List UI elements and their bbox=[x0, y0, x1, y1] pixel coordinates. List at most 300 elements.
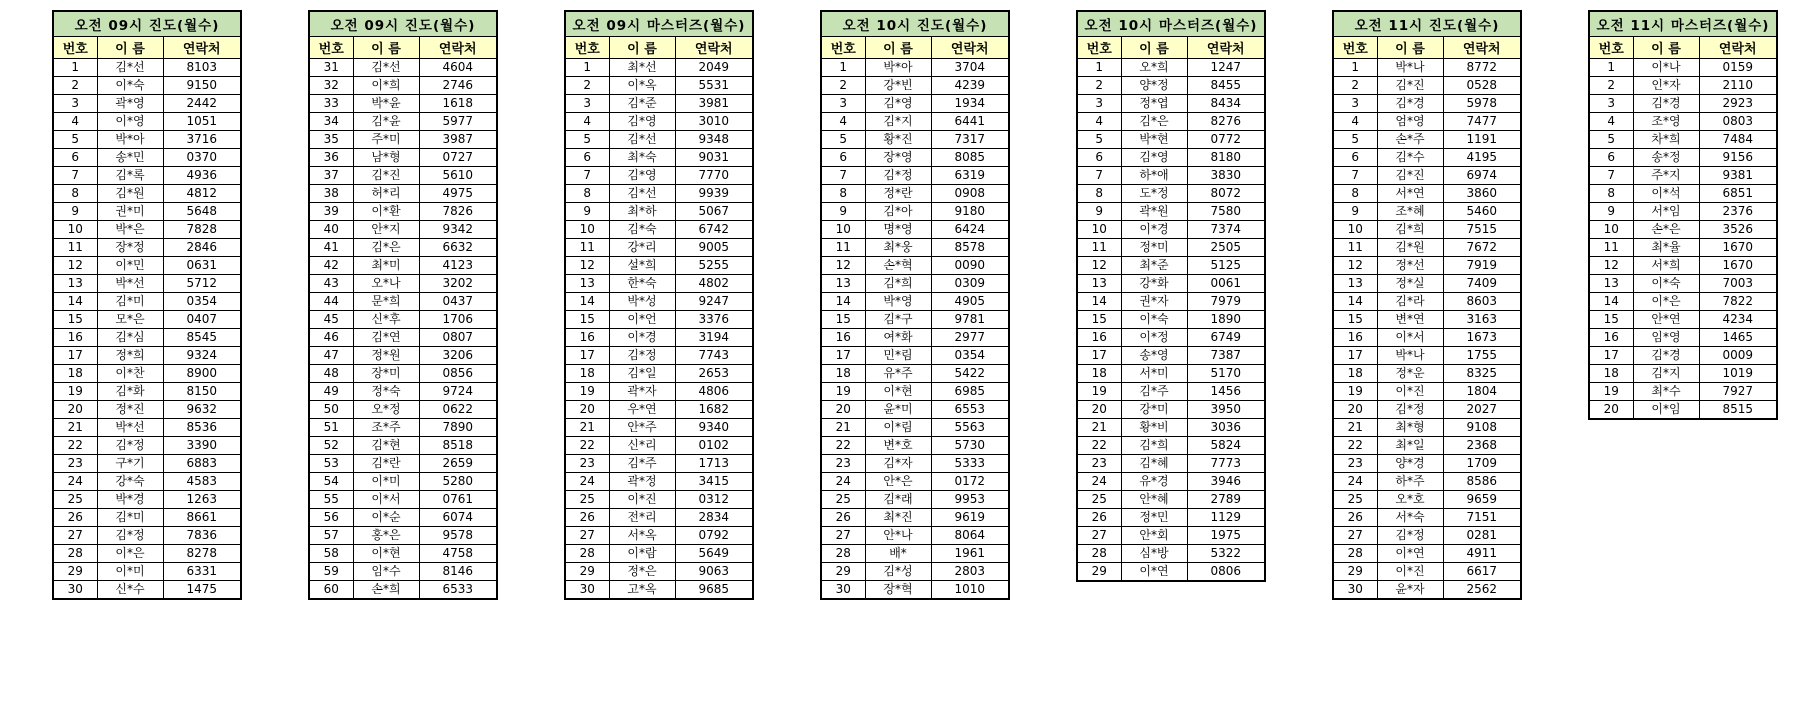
contact-cell: 2746 bbox=[419, 77, 497, 95]
row-number-cell: 15 bbox=[821, 311, 865, 329]
table-row bbox=[53, 149, 241, 167]
table-row bbox=[565, 401, 753, 419]
contact-cell: 9781 bbox=[931, 311, 1009, 329]
name-cell: 오*호 bbox=[1377, 491, 1443, 509]
table-row bbox=[1589, 113, 1777, 131]
table-row bbox=[1333, 347, 1521, 365]
table-row bbox=[821, 509, 1009, 527]
contact-cell: 1709 bbox=[1443, 455, 1521, 473]
name-cell: 김*은 bbox=[353, 239, 419, 257]
column-header-row bbox=[1589, 37, 1777, 59]
row-number-cell: 8 bbox=[821, 185, 865, 203]
contact-cell: 8103 bbox=[163, 59, 241, 77]
name-cell: 곽*정 bbox=[609, 473, 675, 491]
contact-cell: 6851 bbox=[1699, 185, 1777, 203]
contact-cell: 3194 bbox=[675, 329, 753, 347]
contact-cell: 0856 bbox=[419, 365, 497, 383]
row-number-cell: 6 bbox=[1077, 149, 1121, 167]
contact-cell: 3860 bbox=[1443, 185, 1521, 203]
row-number-cell: 11 bbox=[1077, 239, 1121, 257]
row-number-cell: 54 bbox=[309, 473, 353, 491]
table-title: 오전 11시 마스터즈(월수) bbox=[1589, 11, 1777, 37]
name-cell: 안*회 bbox=[1121, 527, 1187, 545]
contact-cell: 7477 bbox=[1443, 113, 1521, 131]
name-cell: 허*리 bbox=[353, 185, 419, 203]
row-number-cell: 16 bbox=[821, 329, 865, 347]
column-header-number: 번호 bbox=[1077, 37, 1121, 59]
table-row bbox=[1589, 383, 1777, 401]
name-cell: 박*영 bbox=[865, 293, 931, 311]
table-title-row bbox=[1589, 11, 1777, 37]
table-row bbox=[309, 131, 497, 149]
table-row bbox=[565, 113, 753, 131]
name-cell: 이*진 bbox=[1377, 383, 1443, 401]
name-cell: 김*정 bbox=[97, 437, 163, 455]
name-cell: 김*경 bbox=[1633, 95, 1699, 113]
table-row bbox=[1077, 437, 1265, 455]
name-cell: 김*선 bbox=[609, 131, 675, 149]
table-row bbox=[565, 149, 753, 167]
row-number-cell: 15 bbox=[1589, 311, 1633, 329]
contact-cell: 9632 bbox=[163, 401, 241, 419]
row-number-cell: 20 bbox=[1077, 401, 1121, 419]
name-cell: 전*리 bbox=[609, 509, 675, 527]
contact-cell: 7919 bbox=[1443, 257, 1521, 275]
name-cell: 임*수 bbox=[353, 563, 419, 581]
contact-cell: 1019 bbox=[1699, 365, 1777, 383]
table-row bbox=[565, 491, 753, 509]
contact-cell: 4195 bbox=[1443, 149, 1521, 167]
contact-cell: 6074 bbox=[419, 509, 497, 527]
row-number-cell: 9 bbox=[565, 203, 609, 221]
table-row bbox=[1333, 221, 1521, 239]
name-cell: 김*지 bbox=[1633, 365, 1699, 383]
table-row bbox=[821, 203, 1009, 221]
contact-cell: 0090 bbox=[931, 257, 1009, 275]
name-cell: 이*정 bbox=[1121, 329, 1187, 347]
contact-cell: 0102 bbox=[675, 437, 753, 455]
table-row bbox=[1589, 257, 1777, 275]
table-row bbox=[309, 293, 497, 311]
contact-cell: 8434 bbox=[1187, 95, 1265, 113]
name-cell: 김*숙 bbox=[609, 221, 675, 239]
table-row bbox=[1333, 437, 1521, 455]
name-cell: 배* bbox=[865, 545, 931, 563]
table-row bbox=[565, 293, 753, 311]
column-header-name: 이 름 bbox=[609, 37, 675, 59]
column-header-contact: 연락처 bbox=[675, 37, 753, 59]
name-cell: 윤*미 bbox=[865, 401, 931, 419]
table-row bbox=[821, 185, 1009, 203]
contact-cell: 7826 bbox=[419, 203, 497, 221]
row-number-cell: 2 bbox=[53, 77, 97, 95]
row-number-cell: 10 bbox=[1333, 221, 1377, 239]
name-cell: 여*화 bbox=[865, 329, 931, 347]
contact-cell: 9685 bbox=[675, 581, 753, 600]
name-cell: 김*주 bbox=[609, 455, 675, 473]
contact-cell: 9005 bbox=[675, 239, 753, 257]
contact-cell: 5422 bbox=[931, 365, 1009, 383]
table-row bbox=[53, 257, 241, 275]
name-cell: 김*정 bbox=[1377, 527, 1443, 545]
table-row bbox=[309, 455, 497, 473]
row-number-cell: 11 bbox=[1589, 239, 1633, 257]
contact-cell: 3981 bbox=[675, 95, 753, 113]
contact-cell: 0009 bbox=[1699, 347, 1777, 365]
contact-cell: 6319 bbox=[931, 167, 1009, 185]
column-header-name: 이 름 bbox=[353, 37, 419, 59]
contact-cell: 4975 bbox=[419, 185, 497, 203]
roster-table-1 bbox=[52, 10, 242, 600]
row-number-cell: 11 bbox=[565, 239, 609, 257]
contact-cell: 9348 bbox=[675, 131, 753, 149]
table-row bbox=[1077, 509, 1265, 527]
row-number-cell: 42 bbox=[309, 257, 353, 275]
table-row bbox=[821, 239, 1009, 257]
row-number-cell: 13 bbox=[565, 275, 609, 293]
name-cell: 김*진 bbox=[353, 167, 419, 185]
name-cell: 송*민 bbox=[97, 149, 163, 167]
table-row bbox=[53, 221, 241, 239]
name-cell: 이*서 bbox=[1377, 329, 1443, 347]
row-number-cell: 16 bbox=[1333, 329, 1377, 347]
name-cell: 이*환 bbox=[353, 203, 419, 221]
row-number-cell: 6 bbox=[1589, 149, 1633, 167]
contact-cell: 2505 bbox=[1187, 239, 1265, 257]
table-row bbox=[53, 347, 241, 365]
contact-cell: 7409 bbox=[1443, 275, 1521, 293]
name-cell: 장*미 bbox=[353, 365, 419, 383]
name-cell: 조*주 bbox=[353, 419, 419, 437]
contact-cell: 0622 bbox=[419, 401, 497, 419]
column-header-contact: 연락처 bbox=[419, 37, 497, 59]
table-row bbox=[1077, 221, 1265, 239]
row-number-cell: 52 bbox=[309, 437, 353, 455]
table-row bbox=[821, 545, 1009, 563]
table-row bbox=[1077, 491, 1265, 509]
contact-cell: 3415 bbox=[675, 473, 753, 491]
contact-cell: 0407 bbox=[163, 311, 241, 329]
name-cell: 김*진 bbox=[1377, 167, 1443, 185]
name-cell: 김*영 bbox=[865, 95, 931, 113]
name-cell: 서*숙 bbox=[1377, 509, 1443, 527]
name-cell: 이*석 bbox=[1633, 185, 1699, 203]
table-row bbox=[1333, 383, 1521, 401]
name-cell: 서*임 bbox=[1633, 203, 1699, 221]
contact-cell: 1670 bbox=[1699, 257, 1777, 275]
row-number-cell: 56 bbox=[309, 509, 353, 527]
name-cell: 이*서 bbox=[353, 491, 419, 509]
table-row bbox=[53, 563, 241, 581]
name-cell: 강*리 bbox=[609, 239, 675, 257]
name-cell: 박*성 bbox=[609, 293, 675, 311]
contact-cell: 8325 bbox=[1443, 365, 1521, 383]
row-number-cell: 8 bbox=[1077, 185, 1121, 203]
contact-cell: 0807 bbox=[419, 329, 497, 347]
name-cell: 모*은 bbox=[97, 311, 163, 329]
name-cell: 안*혜 bbox=[1121, 491, 1187, 509]
name-cell: 김*래 bbox=[865, 491, 931, 509]
name-cell: 유*경 bbox=[1121, 473, 1187, 491]
name-cell: 김*정 bbox=[609, 347, 675, 365]
table-row bbox=[821, 95, 1009, 113]
table-row bbox=[821, 275, 1009, 293]
row-number-cell: 4 bbox=[1077, 113, 1121, 131]
contact-cell: 5170 bbox=[1187, 365, 1265, 383]
table-row bbox=[821, 329, 1009, 347]
contact-cell: 4911 bbox=[1443, 545, 1521, 563]
table-row bbox=[309, 545, 497, 563]
table-title-row bbox=[821, 11, 1009, 37]
contact-cell: 0908 bbox=[931, 185, 1009, 203]
name-cell: 오*희 bbox=[1121, 59, 1187, 77]
table-row bbox=[821, 77, 1009, 95]
name-cell: 이*숙 bbox=[1633, 275, 1699, 293]
row-number-cell: 44 bbox=[309, 293, 353, 311]
contact-cell: 5610 bbox=[419, 167, 497, 185]
row-number-cell: 16 bbox=[53, 329, 97, 347]
name-cell: 최*준 bbox=[1121, 257, 1187, 275]
row-number-cell: 14 bbox=[565, 293, 609, 311]
table-row bbox=[565, 437, 753, 455]
table-row bbox=[565, 239, 753, 257]
contact-cell: 0061 bbox=[1187, 275, 1265, 293]
name-cell: 문*희 bbox=[353, 293, 419, 311]
table-row bbox=[1333, 59, 1521, 77]
contact-cell: 9063 bbox=[675, 563, 753, 581]
table-row bbox=[1077, 383, 1265, 401]
table-row bbox=[309, 275, 497, 293]
contact-cell: 3704 bbox=[931, 59, 1009, 77]
table-row bbox=[309, 239, 497, 257]
table-title-row bbox=[1077, 11, 1265, 37]
name-cell: 장*정 bbox=[97, 239, 163, 257]
table-row bbox=[1589, 185, 1777, 203]
row-number-cell: 13 bbox=[53, 275, 97, 293]
row-number-cell: 3 bbox=[821, 95, 865, 113]
contact-cell: 1618 bbox=[419, 95, 497, 113]
name-cell: 이*미 bbox=[353, 473, 419, 491]
contact-cell: 3202 bbox=[419, 275, 497, 293]
contact-cell: 0354 bbox=[931, 347, 1009, 365]
row-number-cell: 1 bbox=[1589, 59, 1633, 77]
row-number-cell: 7 bbox=[1333, 167, 1377, 185]
contact-cell: 8900 bbox=[163, 365, 241, 383]
contact-cell: 4802 bbox=[675, 275, 753, 293]
contact-cell: 4583 bbox=[163, 473, 241, 491]
table-row bbox=[1077, 131, 1265, 149]
contact-cell: 2049 bbox=[675, 59, 753, 77]
row-number-cell: 20 bbox=[1333, 401, 1377, 419]
name-cell: 최*일 bbox=[1377, 437, 1443, 455]
contact-cell: 1456 bbox=[1187, 383, 1265, 401]
row-number-cell: 27 bbox=[821, 527, 865, 545]
table-row bbox=[1077, 149, 1265, 167]
name-cell: 김*혜 bbox=[1121, 455, 1187, 473]
name-cell: 황*진 bbox=[865, 131, 931, 149]
contact-cell: 9724 bbox=[419, 383, 497, 401]
row-number-cell: 12 bbox=[53, 257, 97, 275]
row-number-cell: 49 bbox=[309, 383, 353, 401]
row-number-cell: 25 bbox=[53, 491, 97, 509]
table-row bbox=[1077, 77, 1265, 95]
contact-cell: 3950 bbox=[1187, 401, 1265, 419]
table-row bbox=[1077, 113, 1265, 131]
name-cell: 손*혁 bbox=[865, 257, 931, 275]
row-number-cell: 18 bbox=[821, 365, 865, 383]
row-number-cell: 5 bbox=[1589, 131, 1633, 149]
table-title-row bbox=[565, 11, 753, 37]
contact-cell: 7927 bbox=[1699, 383, 1777, 401]
row-number-cell: 17 bbox=[1333, 347, 1377, 365]
name-cell: 조*영 bbox=[1633, 113, 1699, 131]
name-cell: 오*나 bbox=[353, 275, 419, 293]
row-number-cell: 1 bbox=[565, 59, 609, 77]
row-number-cell: 24 bbox=[565, 473, 609, 491]
row-number-cell: 28 bbox=[1077, 545, 1121, 563]
roster-table-5 bbox=[1076, 10, 1266, 582]
table-row bbox=[821, 401, 1009, 419]
name-cell: 최*웅 bbox=[865, 239, 931, 257]
name-cell: 이*숙 bbox=[97, 77, 163, 95]
row-number-cell: 9 bbox=[53, 203, 97, 221]
name-cell: 김*선 bbox=[353, 59, 419, 77]
row-number-cell: 25 bbox=[1333, 491, 1377, 509]
table-row bbox=[309, 383, 497, 401]
name-cell: 장*영 bbox=[865, 149, 931, 167]
name-cell: 최*형 bbox=[1377, 419, 1443, 437]
contact-cell: 6533 bbox=[419, 581, 497, 600]
table-row bbox=[821, 149, 1009, 167]
table-row bbox=[1077, 257, 1265, 275]
table-row bbox=[821, 347, 1009, 365]
contact-cell: 2659 bbox=[419, 455, 497, 473]
name-cell: 황*비 bbox=[1121, 419, 1187, 437]
table-title: 오전 10시 진도(월수) bbox=[821, 11, 1009, 37]
table-row bbox=[1077, 167, 1265, 185]
contact-cell: 8515 bbox=[1699, 401, 1777, 420]
table-row bbox=[309, 473, 497, 491]
table-row bbox=[53, 527, 241, 545]
table-row bbox=[1333, 293, 1521, 311]
contact-cell: 3206 bbox=[419, 347, 497, 365]
table-row bbox=[1589, 167, 1777, 185]
table-row bbox=[565, 329, 753, 347]
contact-cell: 9031 bbox=[675, 149, 753, 167]
table-row bbox=[53, 293, 241, 311]
row-number-cell: 36 bbox=[309, 149, 353, 167]
name-cell: 차*희 bbox=[1633, 131, 1699, 149]
table-row bbox=[309, 509, 497, 527]
table-row bbox=[309, 185, 497, 203]
row-number-cell: 14 bbox=[821, 293, 865, 311]
row-number-cell: 20 bbox=[53, 401, 97, 419]
row-number-cell: 28 bbox=[53, 545, 97, 563]
name-cell: 김*심 bbox=[97, 329, 163, 347]
name-cell: 안*주 bbox=[609, 419, 675, 437]
contact-cell: 0806 bbox=[1187, 563, 1265, 582]
name-cell: 정*숙 bbox=[353, 383, 419, 401]
contact-cell: 2027 bbox=[1443, 401, 1521, 419]
row-number-cell: 30 bbox=[565, 581, 609, 600]
name-cell: 안*지 bbox=[353, 221, 419, 239]
table-row bbox=[309, 95, 497, 113]
row-number-cell: 18 bbox=[1333, 365, 1377, 383]
table-row bbox=[565, 257, 753, 275]
column-header-contact: 연락처 bbox=[1187, 37, 1265, 59]
contact-cell: 9108 bbox=[1443, 419, 1521, 437]
table-row bbox=[53, 203, 241, 221]
table-row bbox=[1333, 419, 1521, 437]
table-row bbox=[309, 563, 497, 581]
column-header-number: 번호 bbox=[821, 37, 865, 59]
table-row bbox=[1333, 311, 1521, 329]
contact-cell: 0528 bbox=[1443, 77, 1521, 95]
contact-cell: 4806 bbox=[675, 383, 753, 401]
contact-cell: 9156 bbox=[1699, 149, 1777, 167]
contact-cell: 3163 bbox=[1443, 311, 1521, 329]
row-number-cell: 2 bbox=[1077, 77, 1121, 95]
row-number-cell: 10 bbox=[565, 221, 609, 239]
name-cell: 윤*자 bbox=[1377, 581, 1443, 600]
contact-cell: 5649 bbox=[675, 545, 753, 563]
name-cell: 정*운 bbox=[1377, 365, 1443, 383]
table-title-row bbox=[53, 11, 241, 37]
column-header-contact: 연락처 bbox=[1443, 37, 1521, 59]
table-title: 오전 10시 마스터즈(월수) bbox=[1077, 11, 1265, 37]
row-number-cell: 45 bbox=[309, 311, 353, 329]
name-cell: 서*희 bbox=[1633, 257, 1699, 275]
table-row bbox=[1077, 419, 1265, 437]
row-number-cell: 24 bbox=[53, 473, 97, 491]
name-cell: 김*진 bbox=[1377, 77, 1443, 95]
name-cell: 박*아 bbox=[97, 131, 163, 149]
row-number-cell: 6 bbox=[53, 149, 97, 167]
row-number-cell: 1 bbox=[821, 59, 865, 77]
name-cell: 김*록 bbox=[97, 167, 163, 185]
row-number-cell: 32 bbox=[309, 77, 353, 95]
row-number-cell: 3 bbox=[53, 95, 97, 113]
column-header-contact: 연락처 bbox=[931, 37, 1009, 59]
table-row bbox=[565, 563, 753, 581]
name-cell: 김*미 bbox=[97, 509, 163, 527]
name-cell: 정*선 bbox=[1377, 257, 1443, 275]
name-cell: 김*미 bbox=[97, 293, 163, 311]
row-number-cell: 3 bbox=[565, 95, 609, 113]
row-number-cell: 13 bbox=[821, 275, 865, 293]
row-number-cell: 14 bbox=[1077, 293, 1121, 311]
contact-cell: 5563 bbox=[931, 419, 1009, 437]
row-number-cell: 8 bbox=[565, 185, 609, 203]
name-cell: 최*하 bbox=[609, 203, 675, 221]
table-row bbox=[1589, 77, 1777, 95]
table-row bbox=[1333, 77, 1521, 95]
row-number-cell: 15 bbox=[1333, 311, 1377, 329]
row-number-cell: 18 bbox=[1077, 365, 1121, 383]
table-row bbox=[53, 581, 241, 600]
row-number-cell: 17 bbox=[1077, 347, 1121, 365]
column-header-number: 번호 bbox=[1589, 37, 1633, 59]
name-cell: 도*정 bbox=[1121, 185, 1187, 203]
contact-cell: 0309 bbox=[931, 275, 1009, 293]
row-number-cell: 35 bbox=[309, 131, 353, 149]
table-row bbox=[53, 311, 241, 329]
contact-cell: 8661 bbox=[163, 509, 241, 527]
name-cell: 김*경 bbox=[1377, 95, 1443, 113]
row-number-cell: 29 bbox=[1333, 563, 1377, 581]
contact-cell: 5978 bbox=[1443, 95, 1521, 113]
table-row bbox=[821, 59, 1009, 77]
